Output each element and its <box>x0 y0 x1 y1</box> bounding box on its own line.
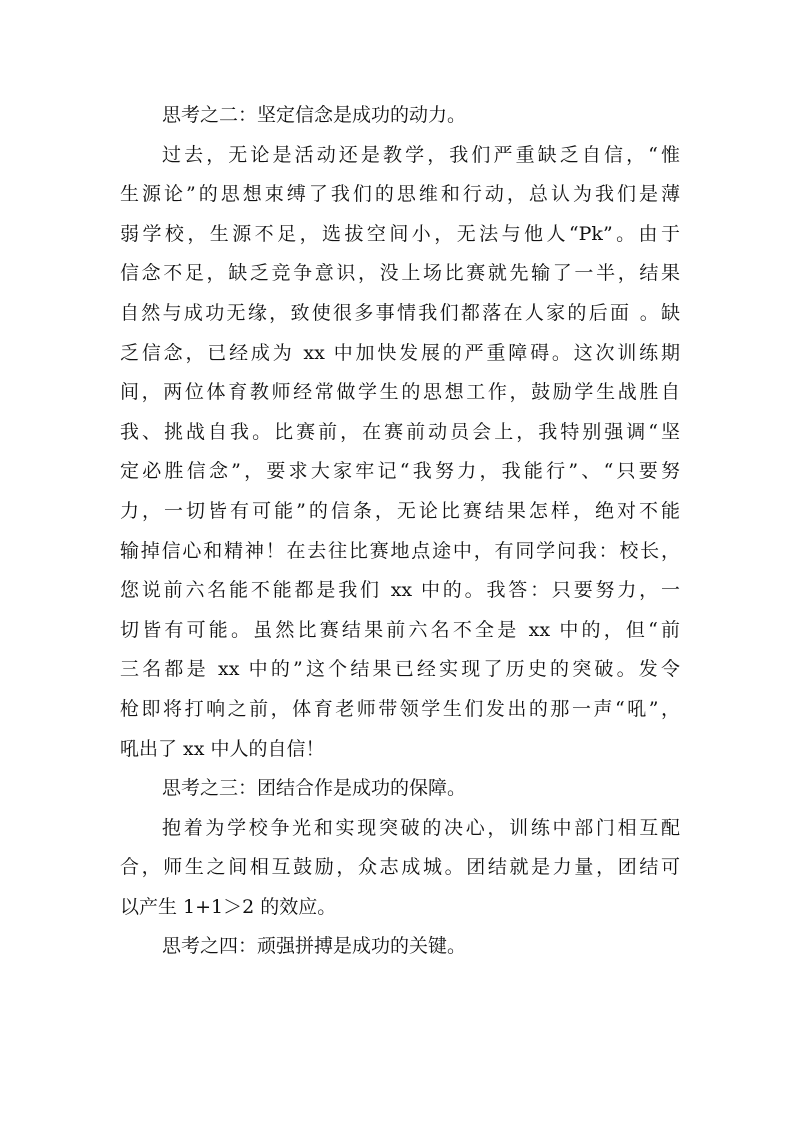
paragraph-line: 枪即将打响之前，体育老师带领学生们发出的那一声“吼”， <box>120 697 680 720</box>
paragraph-line: 生源论”的思想束缚了我们的思维和行动，总认为我们是薄 <box>120 183 680 206</box>
paragraph-line: 抱着为学校争光和实现突破的决心，训练中部门相互配 <box>162 816 680 839</box>
section-heading-3: 思考之三：团结合作是成功的保障。 <box>162 777 467 800</box>
paragraph-line: 吼出了 xx 中人的自信！ <box>120 737 325 760</box>
paragraph-line: 定必胜信念”，要求大家牢记“我努力，我能行”、“只要努 <box>120 460 680 483</box>
paragraph-line: 信念不足，缺乏竞争意识，没上场比赛就先输了一半，结果 <box>120 262 680 285</box>
paragraph-line: 输掉信心和精神！在去往比赛地点途中，有同学问我：校长， <box>120 539 680 562</box>
paragraph-line: 力，一切皆有可能”的信条，无论比赛结果怎样，绝对不能 <box>120 499 680 522</box>
document-body <box>120 96 680 967</box>
paragraph-line: 弱学校，生源不足，选拔空间小，无法与他人“Pk”。由于 <box>120 222 680 245</box>
paragraph-line: 合，师生之间相互鼓励，众志成城。团结就是力量，团结可 <box>120 856 680 879</box>
paragraph-line: 我、挑战自我。比赛前，在赛前动员会上，我特别强调“坚 <box>120 420 680 443</box>
section-heading-4: 思考之四：顽强拼搏是成功的关键。 <box>162 935 467 958</box>
paragraph-line: 过去，无论是活动还是教学，我们严重缺乏自信，“惟 <box>162 143 680 166</box>
section-heading-2: 思考之二：坚定信念是成功的动力。 <box>162 104 467 126</box>
paragraph-line: 以产生 1+1＞2 的效应。 <box>120 895 337 918</box>
paragraph-line: 切皆有可能。虽然比赛结果前六名不全是 xx 中的，但“前 <box>120 618 680 641</box>
paragraph-line: 间，两位体育教师经常做学生的思想工作，鼓励学生战胜自 <box>120 381 680 404</box>
paragraph-line: 自然与成功无缘，致使很多事情我们都落在人家的后面 。缺 <box>120 301 680 324</box>
paragraph-line: 您说前六名能不能都是我们 xx 中的。我答：只要努力，一 <box>120 579 680 602</box>
paragraph-line: 三名都是 xx 中的”这个结果已经实现了历史的突破。发令 <box>120 658 680 681</box>
paragraph-line: 乏信念，已经成为 xx 中加快发展的严重障碍。这次训练期 <box>120 341 680 364</box>
